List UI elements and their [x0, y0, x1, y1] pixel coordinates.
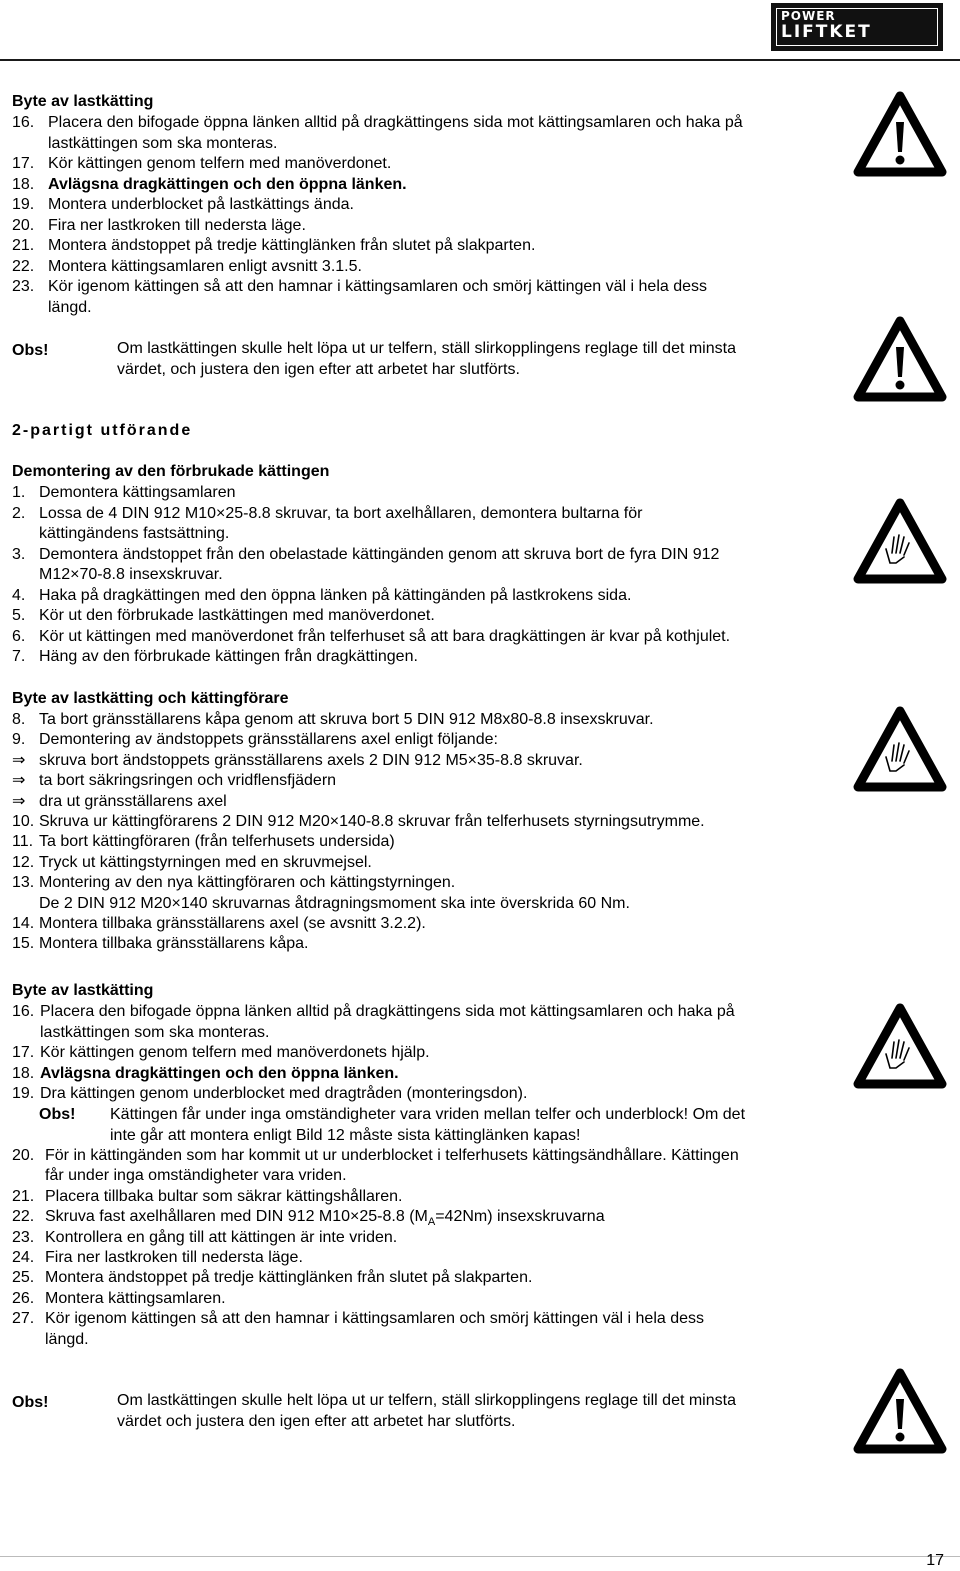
item-number: 26.	[12, 1289, 35, 1307]
section-title: Byte av lastkätting och kättingförare	[12, 690, 289, 707]
item-text: Ta bort kättingföraren (från telferhusets undersida)	[39, 833, 395, 851]
hand-warning-icon	[852, 1002, 948, 1092]
item-number: 14.	[12, 915, 35, 932]
section-heading: 2-partigt utförande	[12, 422, 193, 439]
item-text: För in kättingänden som har kommit ut ur underblocket i telferhusets kättingsändhållare. Kättingen	[45, 1147, 739, 1164]
inner-obs-text: Kättingen får under inga omständigheter vara vriden mellan telfer och underblock! Om det	[110, 1106, 746, 1123]
item-text: Ta bort gränsställarens kåpa genom att skruva bort 5 DIN 912 M8x80-8.8 insexskruvar.	[39, 711, 654, 728]
arrow-icon: ⇒	[12, 792, 26, 810]
item-text: Montera ändstoppet på tredje kättinglänken från slutet på slakparten.	[48, 237, 536, 254]
item-text: Demontera ändstoppet från den obelastade kättingänden genom att skruva bort de fyra DIN 912	[39, 545, 720, 563]
item-text: Kör ut den förbrukade lastkättingen med manöverdonet.	[39, 607, 435, 624]
section-title: Byte av lastkätting	[12, 982, 154, 999]
item-number: 21.	[12, 237, 35, 254]
item-number: 8.	[12, 711, 26, 728]
item-text: Kontrollera en gång till att kättingen är inte vriden.	[45, 1228, 398, 1246]
item-number: 12.	[12, 853, 35, 871]
item-number: 7.	[12, 648, 26, 665]
hand-warning-icon	[852, 497, 948, 587]
item-text: Kör igenom kättingen så att den hamnar i kättingsamlaren och smörj kättingen väl i hela dess	[45, 1310, 705, 1328]
item-number: 15.	[12, 935, 35, 953]
item-number: 21.	[12, 1187, 35, 1205]
item-number: 23.	[12, 278, 35, 295]
item-text: lastkättingen som ska monteras.	[40, 1023, 270, 1041]
item-number: 13.	[12, 874, 35, 892]
item-text: Avlägsna dragkättingen och den öppna länken.	[48, 175, 407, 193]
item-number: 16.	[12, 1003, 35, 1020]
item-text: skruva bort ändstoppets gränsställarens axels 2 DIN 912 M5×35-8.8 skruvar.	[39, 751, 583, 769]
item-text: Fira ner lastkroken till nedersta läge.	[48, 216, 306, 234]
item-number: 18.	[12, 175, 35, 193]
item-number: 20.	[12, 216, 35, 234]
item-number: 10.	[12, 813, 35, 830]
obs-text: Om lastkättingen skulle helt löpa ut ur telfern, ställ slirkopplingens reglage till det minsta	[117, 340, 736, 357]
item-text-tail: =42Nm) insexskruvarna	[435, 1208, 605, 1226]
item-text: De 2 DIN 912 M20×140 skruvarnas åtdragningsmoment ska inte överskrida 60 Nm.	[39, 894, 630, 912]
obs-label: Obs!	[12, 342, 49, 359]
obs-text: Om lastkättingen skulle helt löpa ut ur telfern, ställ slirkopplingens reglage till det minsta	[117, 1392, 736, 1409]
item-number: 16.	[12, 114, 35, 131]
item-number: 22.	[12, 257, 35, 275]
item-text: Placera den bifogade öppna länken alltid på dragkättingens sida mot kättingsamlaren och haka på	[40, 1003, 735, 1020]
item-text: Montera underblocket på lastkättings ända.	[48, 196, 354, 213]
warning-icon	[852, 315, 948, 405]
section-title: Byte av lastkätting	[12, 93, 154, 110]
item-text: Häng av den förbrukade kättingen från dragkättingen.	[39, 648, 418, 665]
item-text: Haka på dragkättingen med den öppna länken på kättingänden på lastkrokens sida.	[39, 586, 632, 604]
item-text: Fira ner lastkroken till nedersta läge.	[45, 1249, 303, 1266]
item-text: M12×70-8.8 insexskruvar.	[39, 566, 223, 583]
item-number: 19.	[12, 196, 35, 213]
item-number: 25.	[12, 1269, 35, 1287]
item-number: 11.	[12, 833, 34, 851]
item-text: Montera kättingsamlaren enligt avsnitt 3.1.5.	[48, 257, 362, 275]
item-number: 27.	[12, 1310, 35, 1328]
item-number: 19.	[12, 1085, 35, 1102]
item-text: dra ut gränsställarens axel	[39, 792, 227, 810]
item-text: Dra kättingen genom underblocket med dragtråden (monteringsdon).	[40, 1085, 528, 1102]
item-number: 9.	[12, 731, 26, 749]
footer-rule	[0, 1556, 960, 1557]
item-number: 17.	[12, 1044, 35, 1061]
header-rule	[0, 59, 960, 61]
item-text: Kör kättingen genom telfern med manöverdonet.	[48, 155, 392, 172]
logo-line2: LIFTKET	[781, 22, 872, 42]
power-liftket-logo	[771, 3, 943, 51]
item-text: Lossa de 4 DIN 912 M10×25-8.8 skruvar, ta bort axelhållaren, demontera bultarna för	[39, 504, 643, 522]
item-text: Demontera kättingsamlaren	[39, 484, 236, 501]
item-number: 22.	[12, 1208, 35, 1226]
item-number: 17.	[12, 155, 35, 172]
obs-text: värdet, och justera den igen efter att arbetet har slutförts.	[117, 361, 520, 378]
item-text: Montera tillbaka gränsställarens kåpa.	[39, 935, 309, 953]
warning-icon	[852, 90, 948, 180]
item-text: Kör igenom kättingen så att den hamnar i kättingsamlaren och smörj kättingen väl i hela dess	[48, 278, 708, 295]
item-text: Skruva fast axelhållaren med DIN 912 M10×25-8.8 (M	[45, 1208, 428, 1226]
item-number: 24.	[12, 1249, 35, 1266]
warning-icon	[852, 1367, 948, 1457]
logo-line1: POWER	[781, 9, 836, 23]
item-text: Kör ut kättingen med manöverdonet från telferhuset så att bara dragkättingen är kvar på kothjulet.	[39, 627, 731, 645]
item-text: Montering av den nya kättingföraren och kättingstyrningen.	[39, 874, 456, 892]
arrow-icon: ⇒	[12, 751, 26, 769]
item-text: Placera den bifogade öppna länken alltid på dragkättingens sida mot kättingsamlaren och haka på	[48, 114, 743, 131]
item-text: ta bort säkringsringen och vridflensfjädern	[39, 772, 337, 790]
item-text: längd.	[48, 298, 92, 316]
item-text: Demontering av ändstoppets gränsställarens axel enligt följande:	[39, 731, 498, 749]
item-number: 1.	[12, 484, 26, 501]
section-title: Demontering av den förbrukade kättingen	[12, 463, 330, 480]
item-number: 20.	[12, 1147, 35, 1164]
item-text: Placera tillbaka bultar som säkrar kättingshållaren.	[45, 1187, 403, 1205]
item-text: lastkättingen som ska monteras.	[48, 134, 278, 152]
item-number: 5.	[12, 607, 26, 624]
item-text: Avlägsna dragkättingen och den öppna länken.	[40, 1064, 399, 1082]
hand-warning-icon	[852, 705, 948, 795]
item-text: får under inga omständigheter vara vriden.	[45, 1167, 347, 1185]
item-text: Montera ändstoppet på tredje kättinglänken från slutet på slakparten.	[45, 1269, 533, 1287]
item-text: Tryck ut kättingstyrningen med en skruvmejsel.	[39, 853, 372, 871]
item-number: 18.	[12, 1064, 35, 1082]
item-text: Kör kättingen genom telfern med manöverdonets hjälp.	[40, 1044, 430, 1061]
item-number: 23.	[12, 1228, 35, 1246]
item-text: kättingändens fastsättning.	[39, 525, 230, 542]
arrow-icon: ⇒	[12, 772, 26, 790]
obs-label: Obs!	[12, 1394, 49, 1411]
subscript: A	[427, 1216, 436, 1229]
item-text: Montera kättingsamlaren.	[45, 1289, 226, 1307]
item-text: Skruva ur kättingförarens 2 DIN 912 M20×140-8.8 skruvar från telferhusets styrningsutrymme.	[39, 813, 705, 830]
item-number: 6.	[12, 627, 26, 645]
inner-obs-text: inte går att montera enligt Bild 12 måste sista kättinglänken kapas!	[110, 1127, 581, 1144]
page-number: 17	[926, 1552, 944, 1569]
item-number: 3.	[12, 545, 26, 563]
obs-text: värdet och justera den igen efter att arbetet har slutförts.	[117, 1413, 516, 1430]
item-number: 2.	[12, 504, 26, 522]
item-text: längd.	[45, 1330, 89, 1348]
item-text: Montera tillbaka gränsställarens axel (se avsnitt 3.2.2).	[39, 915, 426, 932]
item-number: 4.	[12, 586, 26, 604]
inner-obs-label: Obs!	[39, 1106, 76, 1123]
